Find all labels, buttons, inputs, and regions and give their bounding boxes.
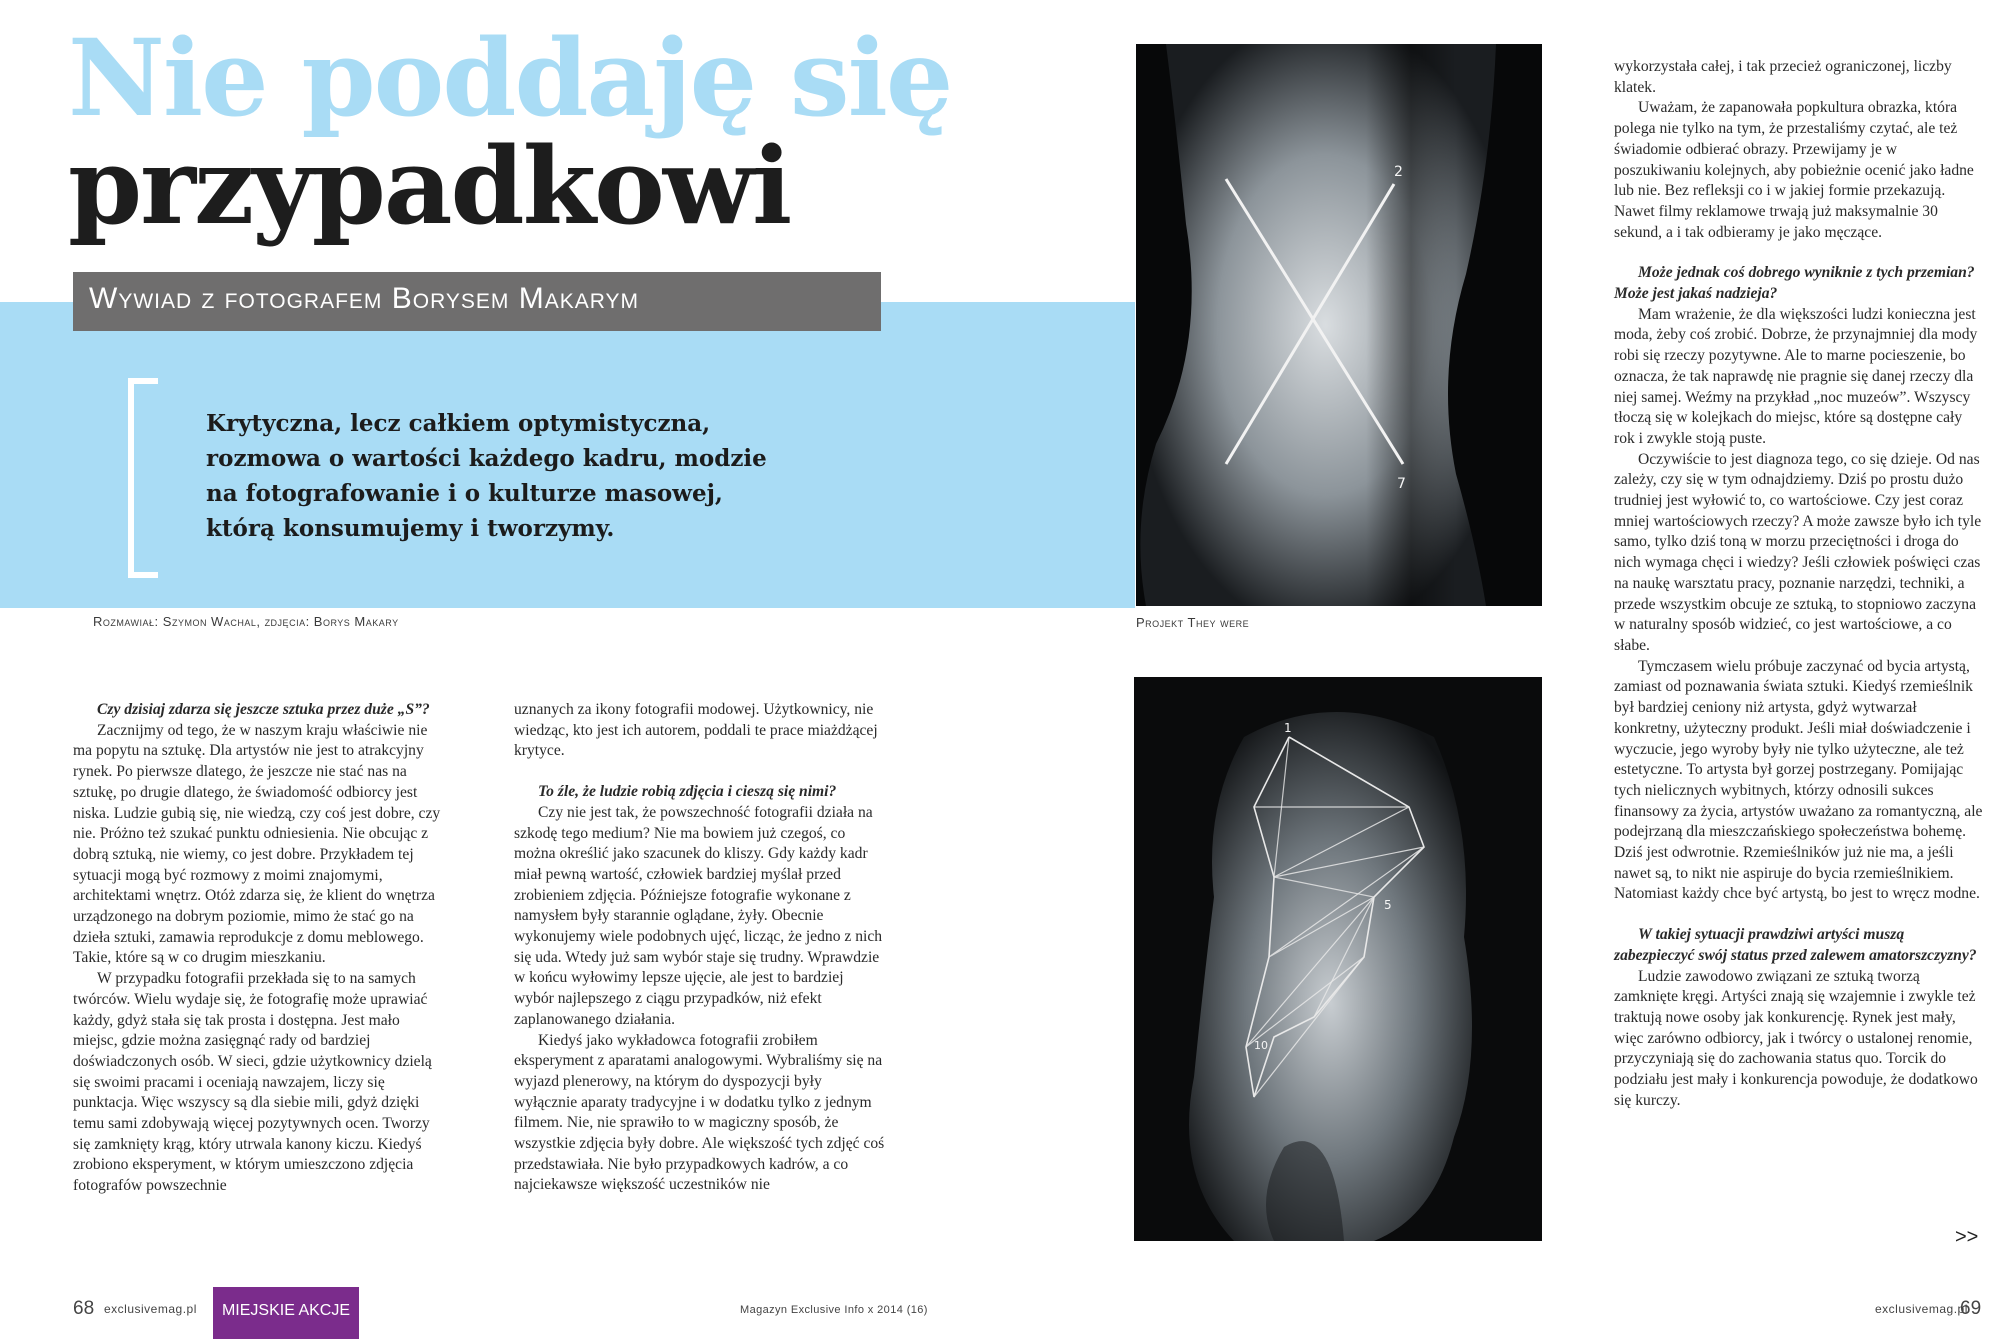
interview-paragraph: Oczywiście to jest diagnoza tego, co się dzieje. Od nas zależy, czy się w tym odnajdziemy. Dziś po prostu dużo trudniej jest wyłowić to, co wartościowe. Czy jest coraz mniej wartościowych rzeczy? A może zawsze było ich tyle samo, tylko dziś toną w morzu przeciętności i droga do nich wymaga chęci i wiedzy? Jeśli człowiek poświęci czas na naukę warsztatu pracy, poznanie narzędzi, techniki, a przede wszystkim obcuje ze sztuką, to stopniowo zaczyna w naturalny sposób widzieć, co jest wartościowe, a co słabe. (1614, 450, 1982, 654)
photo-back-top-image (1136, 44, 1542, 606)
site-left: exclusivemag.pl (104, 1302, 197, 1316)
marker-10: 10 (1254, 1039, 1268, 1052)
interview-question: Czy dzisiaj zdarza się jeszcze sztuka przez duże „S”? (97, 701, 430, 718)
credits: Rozmawiał: Szymon Wachal, zdjęcia: Borys Makary (93, 614, 399, 629)
section-label: MIEJSKIE AKCJE (221, 1302, 351, 1319)
section-tab (213, 1287, 359, 1339)
magazine-issue: Magazyn Exclusive Info x 2014 (16) (740, 1304, 928, 1316)
interview-paragraph: Czy nie jest tak, że powszechność fotografii działa na szkodę tego medium? Nie ma bowiem już czegoś, co można określić jako szacunek do kliszy. Gdy każdy kadr miał pewną wartość, człowiek bardziej myślał przed zrobieniem zdjęcia. Późniejsze fotografie wykonane z namysłem były starannie oglądane, żyły. Obecnie wykonujemy wiele podobnych ujęć, licząc, że jedno z nich się uda. Wtedy już sam wybór staje się trudny. Wprawdzie w końcu wyłowimy lepsze ujęcie, ale jest to bardziej wybór najlepszego z ciągu przypadków, niż efekt zaplanowanego działania. (514, 803, 883, 1028)
marker-7: 7 (1397, 476, 1406, 492)
photo-caption: Projekt They were (1136, 615, 1250, 630)
subtitle-bar (73, 272, 881, 331)
interview-question: To źle, że ludzie robią zdjęcia i cieszą się nimi? (538, 783, 837, 801)
interview-paragraph: Mam wrażenie, że dla większości ludzi konieczna jest moda, żeby coś zrobić. Dobrze, że przynajmniej dla mody robi się rzeczy pozytywne. Ale to marne pocieszenie, bo oznacza, że tak naprawdę nie pragnie się danej rzeczy dla niej samej. Weźmy na przykład „noc muzeów”. Wszyscy tłoczą się w kolejkach do miejsc, które są dostępne cały rok i zwykle stoją puste. (1614, 305, 1978, 447)
lead-line: Krytyczna, lecz całkiem optymistyczna, (206, 410, 711, 437)
lead-text (206, 406, 766, 546)
interview-paragraph: Ludzie zawodowo związani ze sztuką tworzą zamknięte kręgi. Artyści znają się wzajemnie i zwykle też traktują nowe osoby jak konkurencję. Rynek jest mały, więc zarówno odbiorcy, jak i twórcy o ustalonej renomie, przyczyniają się do zachowania status quo. Torcik do podziału jest mały i konkurencja powoduje, że dodatkowo się kurczy. (1614, 967, 1978, 1109)
photo-back-bottom (1134, 677, 1542, 1241)
marker-5: 5 (1384, 898, 1392, 912)
marker-1: 1 (1284, 721, 1292, 735)
title-line-2: przypadkowi (68, 123, 791, 248)
interview-paragraph: uznanych za ikony fotografii modowej. Użytkownicy, nie wiedząc, kto jest ich autorem, poddali te prace miażdżącej krytyce. (514, 701, 878, 760)
interview-paragraph: W przypadku fotografii przekłada się to na samych twórców. Wielu wydaje się, że fotografię może uprawiać każdy, gdyż stała się tak prosta i dostępna. Jest mało miejsc, gdzie można zasięgnąć rady od bardziej doświadczonych osób. W sieci, gdzie użytkownicy dzielą się swoimi pracami i oceniają nawzajem, liczy się punktacja. Więc wszyscy są dla siebie mili, gdyż dzięki temu sami zdobywają więcej pozytywnych ocen. Tworzy się zamknięty krąg, który utrwala kanony kiczu. Kiedyś zrobiono eksperyment, w którym umieszczono zdjęcia fotografów powszechnie (73, 970, 432, 1195)
article-column-2 (514, 700, 886, 1196)
photo-back-bottom-image (1134, 677, 1542, 1241)
lead-line: którą konsumujemy i tworzymy. (206, 515, 615, 542)
interview-paragraph: Tymczasem wielu próbuje zaczynać od bycia artystą, zamiast od poznawania świata sztuki. Kiedyś rzemieślnik był bardziej ceniony niż artysta, gdyż wytwarzał konkretny, użyteczny produkt. Jeśli miał doświadczenie i wyczucie, jego wyroby były nie tylko użyteczne, ale też estetyczne. To artysta był gorzej postrzegany. Pomijając tych nielicznych wybitnych, którzy odnosili sukces finansowy za życia, artystów uważano za romantyczną, ale podejrzaną dla mieszczańskiego społeczeństwa bohemę. Dziś jest odwrotnie. Rzemieślników już nie ma, a jeśli nawet są, to nikt nie aspiruje do bycia rzemieślnikiem. Natomiast każdy chce być artystą, bo jest to wręcz modne. (1614, 657, 1983, 903)
page-number-left: 68 (73, 1298, 95, 1319)
marker-2: 2 (1394, 164, 1403, 180)
subtitle: Wywiad z fotografem Borysem Makarym (89, 282, 640, 315)
interview-question: W takiej sytuacji prawdziwi artyści muszą zabezpieczyć swój status przed zalewem amatorszczyzny? (1614, 926, 1977, 964)
page-number-right: 69 (1960, 1298, 1982, 1319)
site-right: exclusivemag.pl (1875, 1302, 1968, 1316)
continue-mark: >> (1955, 1226, 1979, 1248)
lead-line: na fotografowanie i o kulturze masowej, (206, 480, 723, 507)
interview-paragraph: wykorzystała całej, i tak przecież ograniczonej, liczby klatek. (1614, 58, 1952, 96)
photo-back-top (1136, 44, 1542, 606)
interview-question: Może jednak coś dobrego wyniknie z tych przemian? Może jest jakaś nadzieja? (1614, 264, 1975, 303)
interview-paragraph: Zacznijmy od tego, że w naszym kraju właściwie nie ma popytu na sztukę. Dla artystów nie jest to atrakcyjny rynek. Po pierwsze dlatego, że jeszcze nie stać nas na sztukę, po drugie dlatego, że świadomość odbiorcy jest niska. Ludzie gubią się, nie wiedzą, czy coś jest dobre, czy nie. Próżno też szukać punktu odniesienia. Nie obcując z dobrą sztuką, nie wiemy, co jest dobre. Przykładem tej sytuacji mogą być rozmowy z moimi znajomymi, architektami wnętrz. Otóż zdarza się, że klient do wnętrza urządzonego na dobrym poziomie, mimo że stać go na dzieła sztuki, zamawia reprodukcje z domu meblowego. Takie, które są w co drugim mieszkaniu. (73, 721, 441, 967)
lead-bracket (128, 378, 158, 578)
article-column-3 (1614, 57, 1986, 1111)
interview-paragraph: Uważam, że zapanowała popkultura obrazka, która polega nie tylko na tym, że przestaliśmy czytać, ale też świadomie odbierać obrazy. Przewijamy je w poszukiwaniu kolejnych, aby pobieżnie ocenić jako ładne lub nie. Bez refleksji co i w jakiej formie przekazują. Nawet filmy reklamowe trwają już maksymalnie 30 sekund, a i tak odbieramy je jako męczące. (1614, 99, 1974, 241)
article-column-1 (73, 700, 441, 1197)
interview-paragraph: Kiedyś jako wykładowca fotografii zrobiłem eksperyment z aparatami analogowymi. Wybraliśmy się na wyjazd plenerowy, na którym do dyspozycji były wyłącznie aparaty tradycyjne i w dodatku tylko z jednym filmem. Nie, nie sprawiło to w magiczny sposób, że wszystkie zdjęcia były dobre. Ale większość tych zdjęć coś przedstawiała. Nie było przypadkowych kadrów, a co najciekawsze większość uczestników nie (514, 1031, 885, 1194)
title-line-1: Nie poddaję się (68, 15, 952, 140)
lead-line: rozmowa o wartości każdego kadru, modzie (206, 445, 767, 472)
